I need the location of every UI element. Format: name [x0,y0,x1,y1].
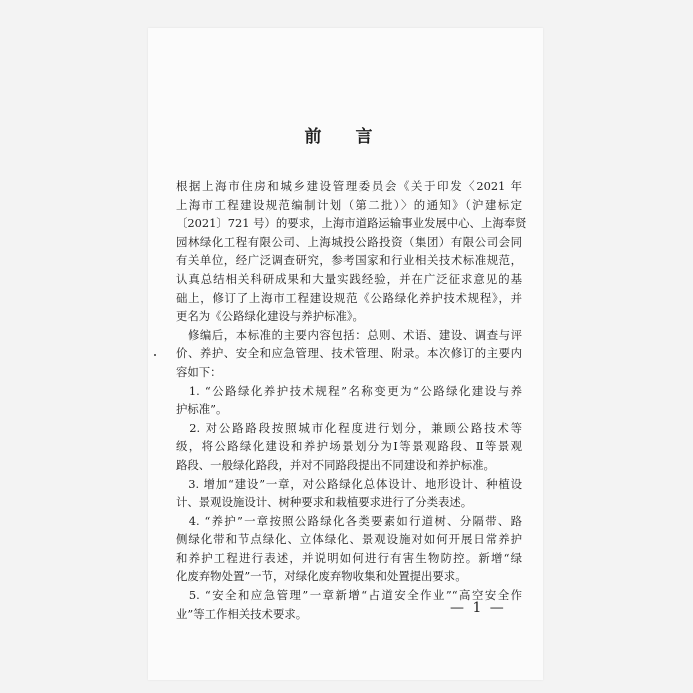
text-line: 3. 增加“建设”一章，对公路绿化总体设计、地形设计、种植设 [176,476,522,491]
preface-body [176,177,527,623]
text-line: 路段、一般绿化路段，并对不同路段提出不同建设和养护标准。 [176,457,495,472]
text-line: 价、养护、安全和应急管理、技术管理、附录。本次修订的主要内 [176,346,522,361]
text-line: 有关单位，经广泛调查研究，参考国家和行业相关技术标准规范， [176,253,522,268]
text-line: 上海市工程建设规范编制计划（第二批）〉的通知》（沪建标定 [176,197,522,212]
text-line: 4. “养护”一章按照公路绿化各类要素如行道树、分隔带、路 [176,513,522,528]
text-line: 认真总结相关科研成果和大量实践经验，并在广泛征求意见的基 [176,271,522,286]
text-line: 1. “公路绿化养护技术规程”名称变更为“公路绿化建设与养 [176,383,522,398]
text-line: 级，将公路绿化建设和养护场景划分为Ⅰ等景观路段、Ⅱ等景观 [176,439,522,454]
text-line: 容如下： [176,364,222,379]
text-line: 础上，修订了上海市工程建设规范《公路绿化养护技术规程》，并 [176,290,522,305]
margin-mark [154,354,156,356]
text-line: 侧绿化带和节点绿化、立体绿化、景观设施对如何开展日常养护 [176,532,522,547]
page-number: — 1 — [450,600,506,616]
text-line: 业”等工作相关技术要求。 [176,606,308,621]
text-line: 和养护工程进行表述，并说明如何进行有害生物防控。新增“绿 [176,550,522,565]
text-line: 更名为《公路绿化建设与养护标准》。 [176,309,364,324]
text-line: 修编后，本标准的主要内容包括：总则、术语、建设、调查与评 [176,327,522,342]
page-title: 前 言 [304,127,387,147]
text-line: 化废弃物处置”一节，对绿化废弃物收集和处置提出要求。 [176,569,467,584]
text-line: 护标准”。 [176,402,228,417]
text-line: 〔2021〕721 号）的要求，上海市道路运输事业发展中心、上海奉贤 [176,216,527,231]
text-line: 2. 对公路路段按照城市化程度进行划分，兼顾公路技术等 [176,420,522,435]
text-line: 计、景观设施设计、树种要求和栽植要求进行了分类表述。 [176,495,473,510]
text-line: 根据上海市住房和城乡建设管理委员会《关于印发〈2021 年 [176,179,522,193]
text-line: 园林绿化工程有限公司、上海城投公路投资（集团）有限公司会同 [176,234,522,249]
text-line: 5. “安全和应急管理”一章新增“占道安全作业”“高空安全作 [176,588,522,603]
